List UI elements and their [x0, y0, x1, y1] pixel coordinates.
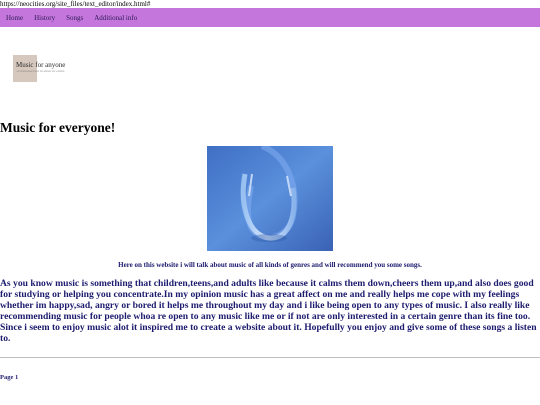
- top-navigation: [0, 8, 540, 27]
- image-caption: Here on this website i will talk about music of all kinds of genres and will recommend you some songs.: [118, 261, 422, 269]
- footer-divider: [0, 357, 540, 358]
- logo-title: Music for anyone: [16, 61, 66, 69]
- page-title: Music for everyone!: [0, 120, 116, 135]
- intro-paragraph: As you know music is something that children,teens,and adults like because it calms them down,cheers them up,and also does good for studying or helping you concentrate.In my opinion music has a great affect on me and really helps me cope with my feelings whether im happy,sad, angry or bored it helps me throughout my day and i like being open to any types of music. I also really like recommending music for people whoa re open to any music like me or if not are only interested in a certain genre than its fine too. Since i seem to enjoy music alot it inspired me to create a website about it. Hopefully you enjoy and give some of these songs a listen to.: [0, 278, 537, 344]
- site-logo[interactable]: [13, 55, 71, 82]
- nav-item-history[interactable]: History: [34, 13, 56, 22]
- logo-subtitle: AN INTRODUCTION TO MUSIC BY GENRE: [16, 70, 65, 73]
- nav-item-songs[interactable]: Songs: [66, 13, 84, 22]
- nav-item-home[interactable]: Home: [6, 13, 24, 22]
- address-bar[interactable]: https://neocities.org/site_files/text_editor/index.html#: [0, 0, 151, 8]
- headphones-image: [207, 146, 333, 251]
- logo-text: [16, 61, 76, 74]
- nav-item-additional-info[interactable]: Additional info: [94, 13, 138, 22]
- headphones-illustration: [207, 146, 333, 251]
- page-number: Page 1: [0, 374, 19, 381]
